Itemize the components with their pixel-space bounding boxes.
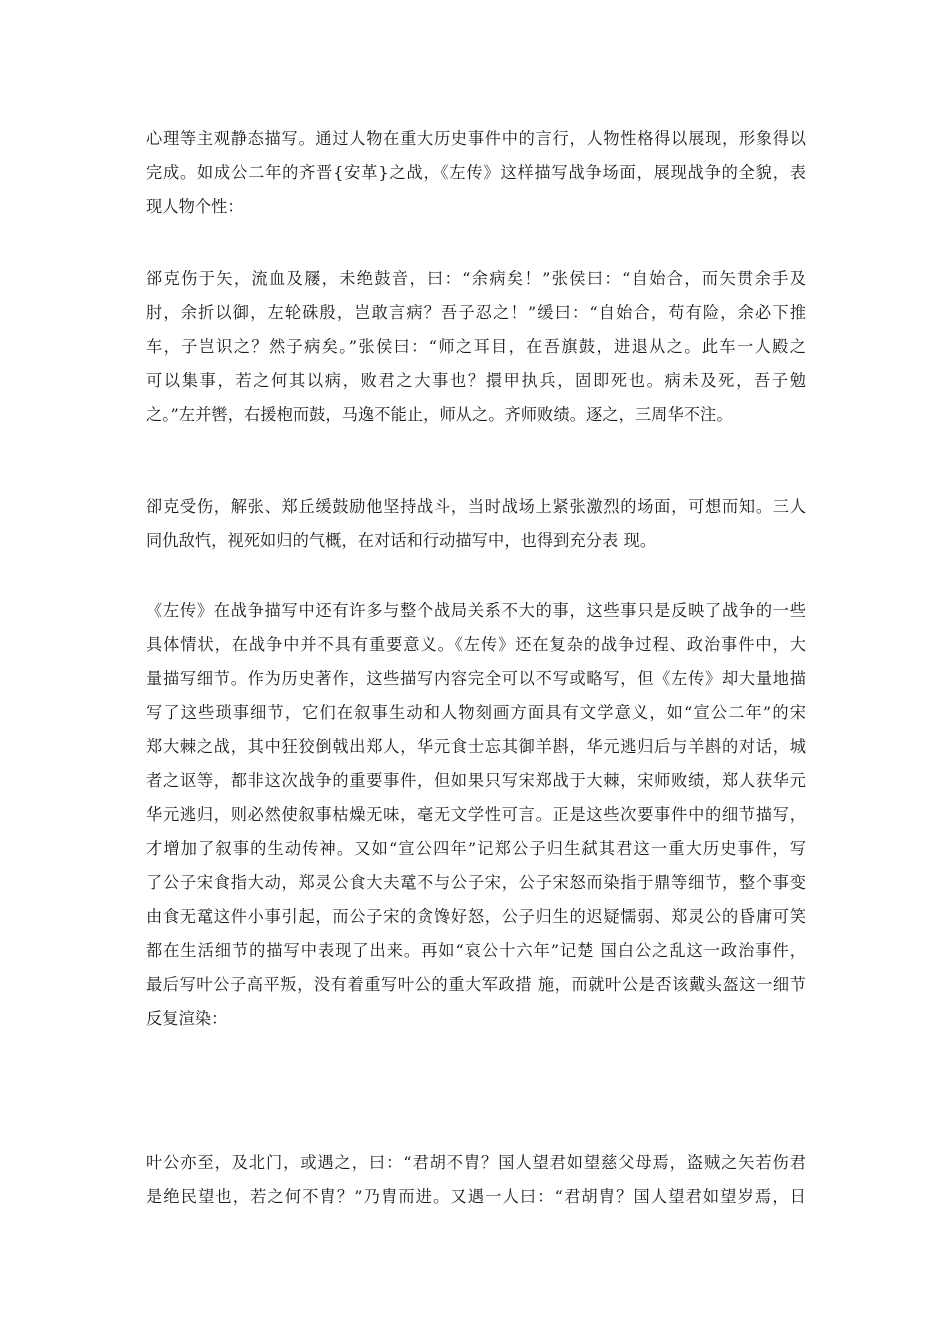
text-line: 都在生活细节的描写中表现了出来。再如“哀公十六年”记楚 国白公之乱这一政治事件， — [146, 941, 806, 960]
text-line: 量描写细节。作为历史著作，这些描写内容完全可以不写或略写，但《左传》却大量地描 — [146, 669, 806, 688]
text-line: 由食无鼋这件小事引起，而公子宋的贪馋好怒，公子归生的迟疑懦弱、郑灵公的昏庸可笑 — [146, 907, 806, 926]
text-line: 是绝民望也，若之何不胄？”乃胄而进。又遇一人曰：“君胡胄？国人望君如望岁焉，日 — [146, 1187, 806, 1206]
paragraph-2 — [146, 262, 806, 432]
text-line: 完成。如成公二年的齐晋{安革}之战，《左传》这样描写战争场面，展现战争的全貌，表 — [146, 163, 806, 182]
text-line: 心理等主观静态描写。通过人物在重大历史事件中的言行，人物性格得以展现，形象得以 — [146, 129, 806, 148]
text-line: 最后写叶公子高平叛，没有着重写叶公的重大军政措 施，而就叶公是否该戴头盔这一细节 — [146, 975, 806, 994]
text-line: 者之讴等，都非这次战争的重要事件，但如果只写宋郑战于大棘，宋师败绩，郑人获华元 — [146, 771, 806, 790]
text-line: 郑大棘之战，其中狂狡倒戟出郑人，华元食士忘其御羊斟，华元逃归后与羊斟的对话，城 — [146, 737, 806, 756]
text-line: 华元逃归，则必然使叙事枯燥无味，毫无文学性可言。正是这些次要事件中的细节描写， — [146, 805, 806, 824]
text-line: 叶公亦至，及北门，或遇之，曰：“君胡不胄？国人望君如望慈父母焉，盗贼之矢若伤君 — [146, 1153, 806, 1172]
text-line: 现人物个性： — [146, 197, 244, 216]
text-line: 才增加了叙事的生动传神。又如“宣公四年”记郑公子归生弑其君这一重大历史事件，写 — [146, 839, 806, 858]
text-line: 郤克伤于矢，流血及屦，未绝鼓音，曰：“余病矣！”张侯曰：“自始合，而矢贯余手及 — [146, 269, 806, 288]
text-line: 写了这些琐事细节，它们在叙事生动和人物刻画方面具有文学意义，如“宣公二年”的宋 — [146, 703, 806, 722]
paragraph-5 — [146, 1146, 806, 1214]
text-line: 可以集事，若之何其以病，败君之大事也？擐甲执兵，固即死也。病未及死，吾子勉 — [146, 371, 806, 390]
paragraph-1 — [146, 122, 806, 224]
text-line: 之。”左并辔，右援枹而鼓，马逸不能止，师从之。齐师败绩。逐之，三周华不注。 — [146, 405, 733, 424]
text-line: 《左传》在战争描写中还有许多与整个战局关系不大的事，这些事只是反映了战争的一些 — [146, 601, 806, 620]
paragraph-4 — [146, 594, 806, 1036]
text-line: 肘，余折以御，左轮硃殷，岂敢言病？吾子忍之！”缓曰：“自始合，苟有险，余必下推 — [146, 303, 806, 322]
text-line: 具体情状，在战争中并不具有重要意义。《左传》还在复杂的战争过程、政治事件中，大 — [146, 635, 806, 654]
paragraph-3 — [146, 490, 806, 558]
text-line: 同仇敌忾，视死如归的气概，在对话和行动描写中，也得到充分表 现。 — [146, 531, 657, 550]
text-line: 反复渲染： — [146, 1009, 228, 1028]
text-line: 卻克受伤，解张、郑丘缓鼓励他坚持战斗，当时战场上紧张激烈的场面，可想而知。三人 — [146, 497, 806, 516]
text-line: 车，子岂识之？然子病矣。”张侯曰：“师之耳目，在吾旗鼓，进退从之。此车一人殿之 — [146, 337, 806, 356]
text-line: 了公子宋食指大动，郑灵公食大夫鼋不与公子宋，公子宋怒而染指于鼎等细节，整个事变 — [146, 873, 806, 892]
